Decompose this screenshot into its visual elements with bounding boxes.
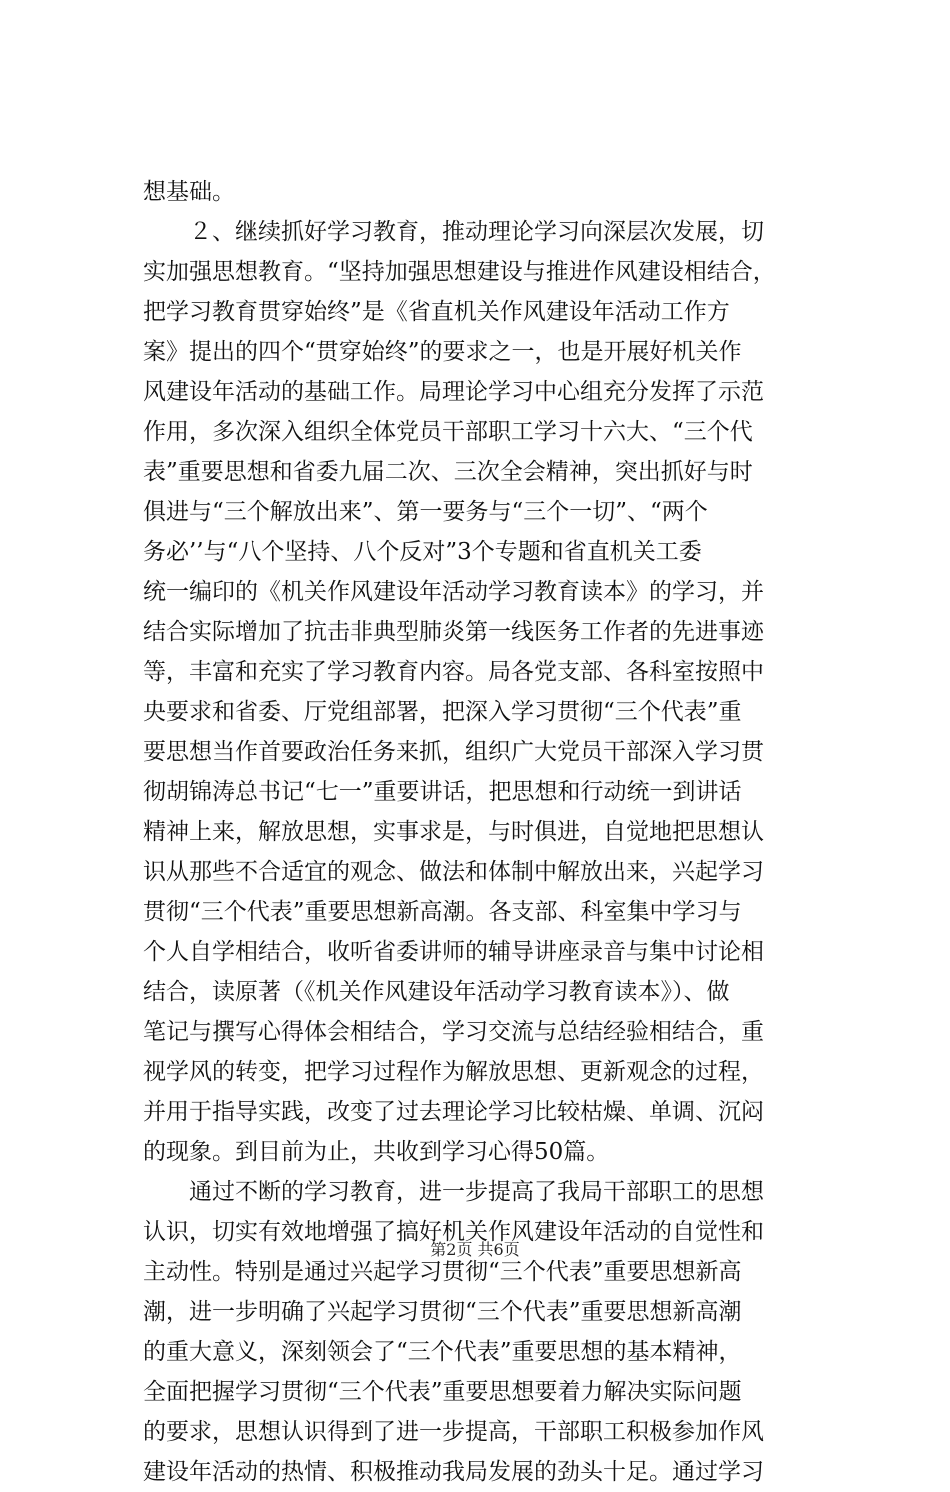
text-line: 精神上来，解放思想，实事求是，与时俱进，自觉地把思想认 bbox=[143, 819, 764, 845]
page-footer bbox=[0, 1238, 950, 1262]
text-line: 贯彻“三个代表”重要思想新高潮。各支部、科室集中学习与 bbox=[143, 899, 742, 925]
text-line: 结合，读原著（《机关作风建设年活动学习教育读本》）、做 bbox=[143, 979, 730, 1005]
text-line: 个人自学相结合，收听省委讲师的辅导讲座录音与集中讨论相 bbox=[143, 939, 764, 965]
text-line: 的现象。到目前为止，共收到学习心得50篇。 bbox=[143, 1139, 610, 1165]
text-line: 俱进与“三个解放出来”、第一要务与“三个一切”、“两个 bbox=[143, 499, 708, 525]
text-line: 表”重要思想和省委九届二次、三次全会精神，突出抓好与时 bbox=[143, 459, 753, 485]
text-line: 建设年活动的热情、积极推动我局发展的劲头十足。通过学习 bbox=[143, 1459, 764, 1485]
text-line: 的要求，思想认识得到了进一步提高，干部职工积极参加作风 bbox=[143, 1419, 764, 1445]
text-line: ２、继续抓好学习教育，推动理论学习向深层次发展，切 bbox=[143, 219, 764, 245]
text-line: 识从那些不合适宜的观念、做法和体制中解放出来，兴起学习 bbox=[143, 859, 764, 885]
text-line: 通过不断的学习教育，进一步提高了我局干部职工的思想 bbox=[143, 1179, 764, 1205]
text-line: 央要求和省委、厅党组部署，把深入学习贯彻“三个代表”重 bbox=[143, 699, 742, 725]
text-line: 的重大意义，深刻领会了“三个代表”重要思想的基本精神， bbox=[143, 1339, 742, 1365]
text-line: 结合实际增加了抗击非典型肺炎第一线医务工作者的先进事迹 bbox=[143, 619, 764, 645]
text-line: 主动性。特别是通过兴起学习贯彻“三个代表”重要思想新高 bbox=[143, 1259, 742, 1285]
page-number: 第2页 共6页 bbox=[430, 1240, 520, 1259]
document-body bbox=[143, 172, 843, 1492]
text-line: 作用，多次深入组织全体党员干部职工学习十六大、“三个代 bbox=[143, 419, 753, 445]
text-line: 把学习教育贯穿始终”是《省直机关作风建设年活动工作方 bbox=[143, 299, 730, 325]
text-line: 实加强思想教育。“坚持加强思想建设与推进作风建设相结合， bbox=[143, 259, 776, 285]
text-line: 案》提出的四个“贯穿始终”的要求之一，也是开展好机关作 bbox=[143, 339, 742, 365]
text-line: 彻胡锦涛总书记“七一”重要讲话，把思想和行动统一到讲话 bbox=[143, 779, 742, 805]
text-line: 风建设年活动的基础工作。局理论学习中心组充分发挥了示范 bbox=[143, 379, 764, 405]
text-line: 笔记与撰写心得体会相结合，学习交流与总结经验相结合，重 bbox=[143, 1019, 764, 1045]
text-line: 等，丰富和充实了学习教育内容。局各党支部、各科室按照中 bbox=[143, 659, 764, 685]
text-line: 并用于指导实践，改变了过去理论学习比较枯燥、单调、沉闷 bbox=[143, 1099, 764, 1125]
text-line: 全面把握学习贯彻“三个代表”重要思想要着力解决实际问题 bbox=[143, 1379, 742, 1405]
text-line: 要思想当作首要政治任务来抓，组织广大党员干部深入学习贯 bbox=[143, 739, 764, 765]
text-line: 想基础。 bbox=[143, 179, 235, 205]
text-line: 认识，切实有效地增强了搞好机关作风建设年活动的自觉性和 bbox=[143, 1219, 764, 1245]
text-line: 统一编印的《机关作风建设年活动学习教育读本》的学习，并 bbox=[143, 579, 764, 605]
text-line: 潮，进一步明确了兴起学习贯彻“三个代表”重要思想新高潮 bbox=[143, 1299, 742, 1325]
text-line: 务必’’与“八个坚持、八个反对”3个专题和省直机关工委 bbox=[143, 539, 702, 565]
text-line: 视学风的转变，把学习过程作为解放思想、更新观念的过程， bbox=[143, 1059, 764, 1085]
